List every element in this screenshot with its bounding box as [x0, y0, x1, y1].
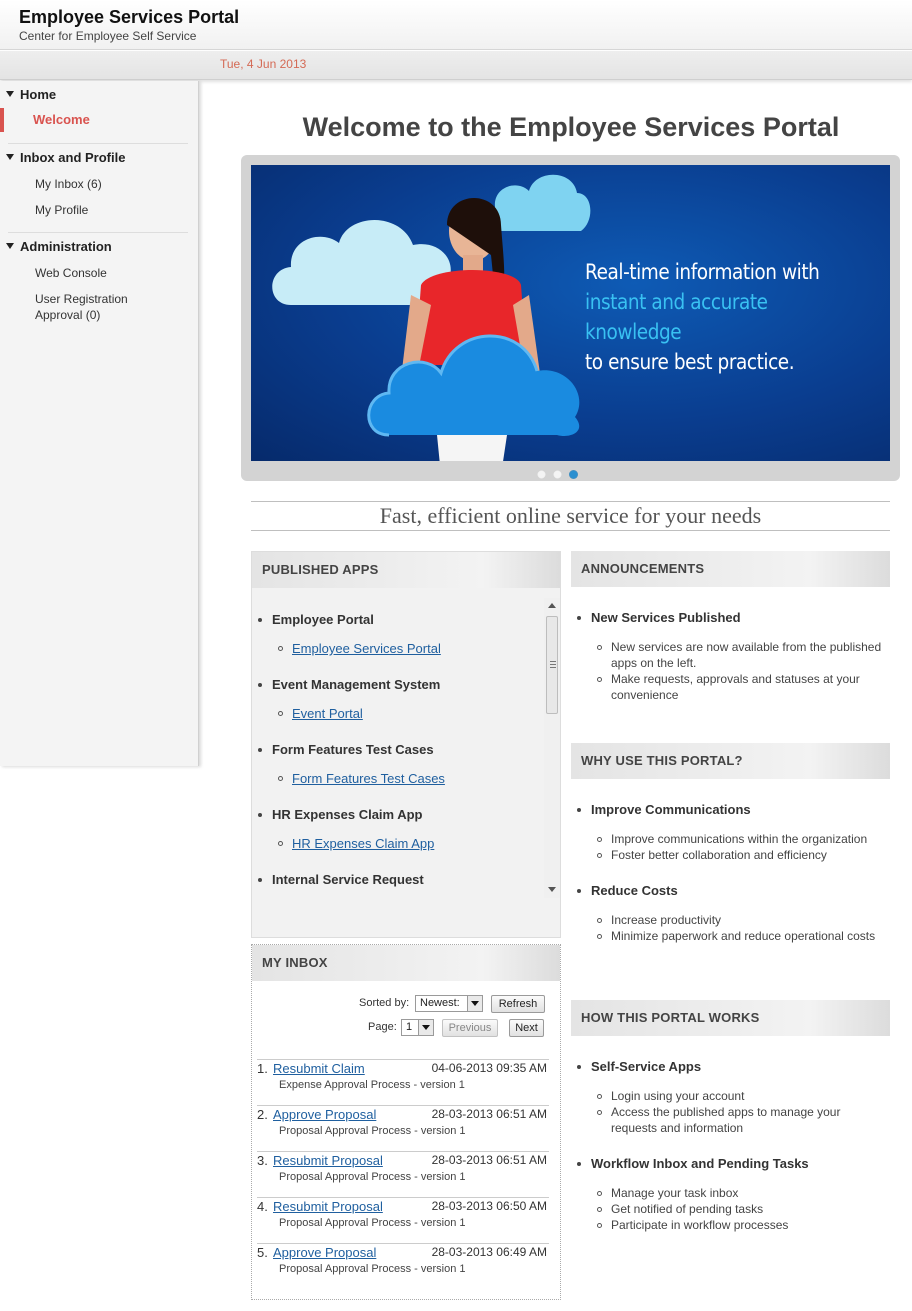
banner-line-3: to ensure best practice.: [585, 350, 795, 374]
page-select[interactable]: 1: [401, 1019, 434, 1036]
app-header: [0, 0, 912, 50]
inbox-task-time: 28-03-2013 06:50 AM: [431, 1199, 547, 1213]
app-subtitle: Center for Employee Self Service: [19, 29, 197, 43]
my-inbox-panel: [251, 944, 561, 1300]
how-group: Self-Service Apps: [591, 1059, 701, 1074]
app-group: HR Expenses Claim App: [272, 807, 423, 822]
expand-triangle-icon: [6, 243, 14, 249]
carousel-dot-2[interactable]: [553, 470, 562, 479]
scroll-up-arrow-icon[interactable]: [548, 603, 556, 608]
app-title: Employee Services Portal: [19, 7, 240, 27]
expand-triangle-icon: [6, 154, 14, 160]
next-button[interactable]: Next: [509, 1019, 544, 1037]
sidebar-divider: [8, 143, 188, 144]
inbox-row: 1. Resubmit Claim 04-06-2013 09:35 AM Expense Approval Process - version 1: [257, 1059, 549, 1103]
how-heading: HOW THIS PORTAL WORKS: [571, 1000, 890, 1036]
page-title: Welcome to the Employee Services Portal: [302, 112, 840, 142]
chevron-down-icon: [418, 1020, 433, 1035]
inbox-row: 5. Approve Proposal 28-03-2013 06:49 AM Proposal Approval Process - version 1: [257, 1243, 549, 1287]
date-bar: [0, 51, 912, 80]
inbox-task-link[interactable]: Approve Proposal: [273, 1107, 377, 1122]
cloud-icon: [361, 315, 591, 441]
why-heading: WHY USE THIS PORTAL?: [571, 743, 890, 779]
published-apps-panel: [251, 551, 561, 938]
sidebar-item-my-inbox[interactable]: My Inbox (6): [35, 177, 102, 191]
banner-line-2: instant and accurate knowledge: [585, 290, 768, 344]
page-label: Page:: [368, 1021, 397, 1033]
inbox-row: 2. Approve Proposal 28-03-2013 06:51 AM Proposal Approval Process - version 1: [257, 1105, 549, 1149]
why-item: Improve communications within the organization: [611, 831, 889, 847]
chevron-down-icon: [467, 996, 482, 1011]
banner-text: [585, 257, 853, 377]
inbox-task-link[interactable]: Resubmit Claim: [273, 1061, 365, 1076]
how-panel: [571, 1000, 890, 1240]
app-link-form-features[interactable]: Form Features Test Cases: [292, 771, 445, 786]
active-item-marker: [0, 108, 4, 132]
why-item: Foster better collaboration and efficiency: [611, 847, 889, 863]
how-item: Participate in workflow processes: [611, 1217, 889, 1233]
app-link-employee-services-portal[interactable]: Employee Services Portal: [292, 641, 441, 656]
how-item: Login using your account: [611, 1088, 889, 1104]
announcements-heading: ANNOUNCEMENTS: [571, 551, 890, 587]
inbox-task-link[interactable]: Resubmit Proposal: [273, 1153, 383, 1168]
why-item: Increase productivity: [611, 912, 889, 928]
announcement-item: New services are now available from the published apps on the left.: [611, 639, 889, 671]
sidebar-section-inbox-profile[interactable]: Inbox and Profile: [6, 150, 125, 165]
app-group: Event Management System: [272, 677, 440, 692]
inbox-task-process: Expense Approval Process - version 1: [279, 1079, 465, 1091]
why-group: Reduce Costs: [591, 883, 678, 898]
inbox-task-process: Proposal Approval Process - version 1: [279, 1171, 466, 1183]
sidebar-item-my-profile[interactable]: My Profile: [35, 203, 89, 217]
how-item: Manage your task inbox: [611, 1185, 889, 1201]
announcement-group: New Services Published: [591, 610, 741, 625]
app-link-event-portal[interactable]: Event Portal: [292, 706, 363, 721]
app-group: Employee Portal: [272, 612, 374, 627]
inbox-task-link[interactable]: Resubmit Proposal: [273, 1199, 383, 1214]
tagline: Fast, efficient online service for your needs: [251, 501, 890, 531]
inbox-row: 4. Resubmit Proposal 28-03-2013 06:50 AM Proposal Approval Process - version 1: [257, 1197, 549, 1241]
inbox-task-process: Proposal Approval Process - version 1: [279, 1217, 466, 1229]
why-group: Improve Communications: [591, 802, 751, 817]
carousel-dots: [537, 466, 585, 484]
banner-line-1: Real-time information with: [585, 260, 820, 284]
how-group: Workflow Inbox and Pending Tasks: [591, 1156, 809, 1171]
scroll-down-arrow-icon[interactable]: [548, 887, 556, 892]
how-item: Get notified of pending tasks: [611, 1201, 889, 1217]
inbox-row: 3. Resubmit Proposal 28-03-2013 06:51 AM Proposal Approval Process - version 1: [257, 1151, 549, 1195]
current-date: Tue, 4 Jun 2013: [220, 57, 307, 71]
my-inbox-heading: MY INBOX: [252, 945, 560, 981]
sorted-by-label: Sorted by:: [359, 997, 410, 1009]
sidebar-divider: [8, 232, 188, 233]
app-group: Form Features Test Cases: [272, 742, 434, 757]
inbox-task-time: 28-03-2013 06:51 AM: [431, 1107, 547, 1121]
app-link-hr-expenses[interactable]: HR Expenses Claim App: [292, 836, 434, 851]
inbox-task-process: Proposal Approval Process - version 1: [279, 1263, 466, 1275]
announcement-item: Make requests, approvals and statuses at your convenience: [611, 671, 889, 703]
sidebar-section-administration[interactable]: Administration: [6, 239, 112, 254]
refresh-button[interactable]: Refresh: [491, 995, 545, 1013]
sidebar: [0, 81, 199, 766]
published-apps-list: [252, 598, 544, 898]
inbox-task-link[interactable]: Approve Proposal: [273, 1245, 377, 1260]
why-item: Minimize paperwork and reduce operational costs: [611, 928, 889, 944]
carousel-dot-1[interactable]: [537, 470, 546, 479]
banner-slide[interactable]: [251, 165, 890, 461]
scrollbar-thumb[interactable]: [546, 616, 558, 714]
sort-select[interactable]: Newest:: [415, 995, 483, 1012]
how-item: Access the published apps to manage your requests and information: [611, 1104, 889, 1136]
sidebar-item-welcome[interactable]: Welcome: [33, 112, 90, 127]
expand-triangle-icon: [6, 91, 14, 97]
announcements-panel: [571, 551, 890, 731]
carousel-dot-3[interactable]: [569, 470, 578, 479]
sidebar-section-home[interactable]: Home: [6, 87, 56, 102]
inbox-task-process: Proposal Approval Process - version 1: [279, 1125, 466, 1137]
inbox-task-time: 04-06-2013 09:35 AM: [431, 1061, 547, 1075]
published-apps-heading: PUBLISHED APPS: [252, 552, 560, 588]
previous-button[interactable]: Previous: [442, 1019, 498, 1037]
app-group: Internal Service Request: [272, 872, 424, 887]
inbox-task-time: 28-03-2013 06:49 AM: [431, 1245, 547, 1259]
inbox-task-time: 28-03-2013 06:51 AM: [431, 1153, 547, 1167]
sidebar-item-user-registration[interactable]: User Registration Approval (0): [35, 292, 128, 322]
banner-carousel: [241, 155, 900, 481]
why-panel: [571, 743, 890, 983]
sidebar-item-web-console[interactable]: Web Console: [35, 266, 107, 280]
apps-scrollbar[interactable]: [544, 598, 560, 898]
